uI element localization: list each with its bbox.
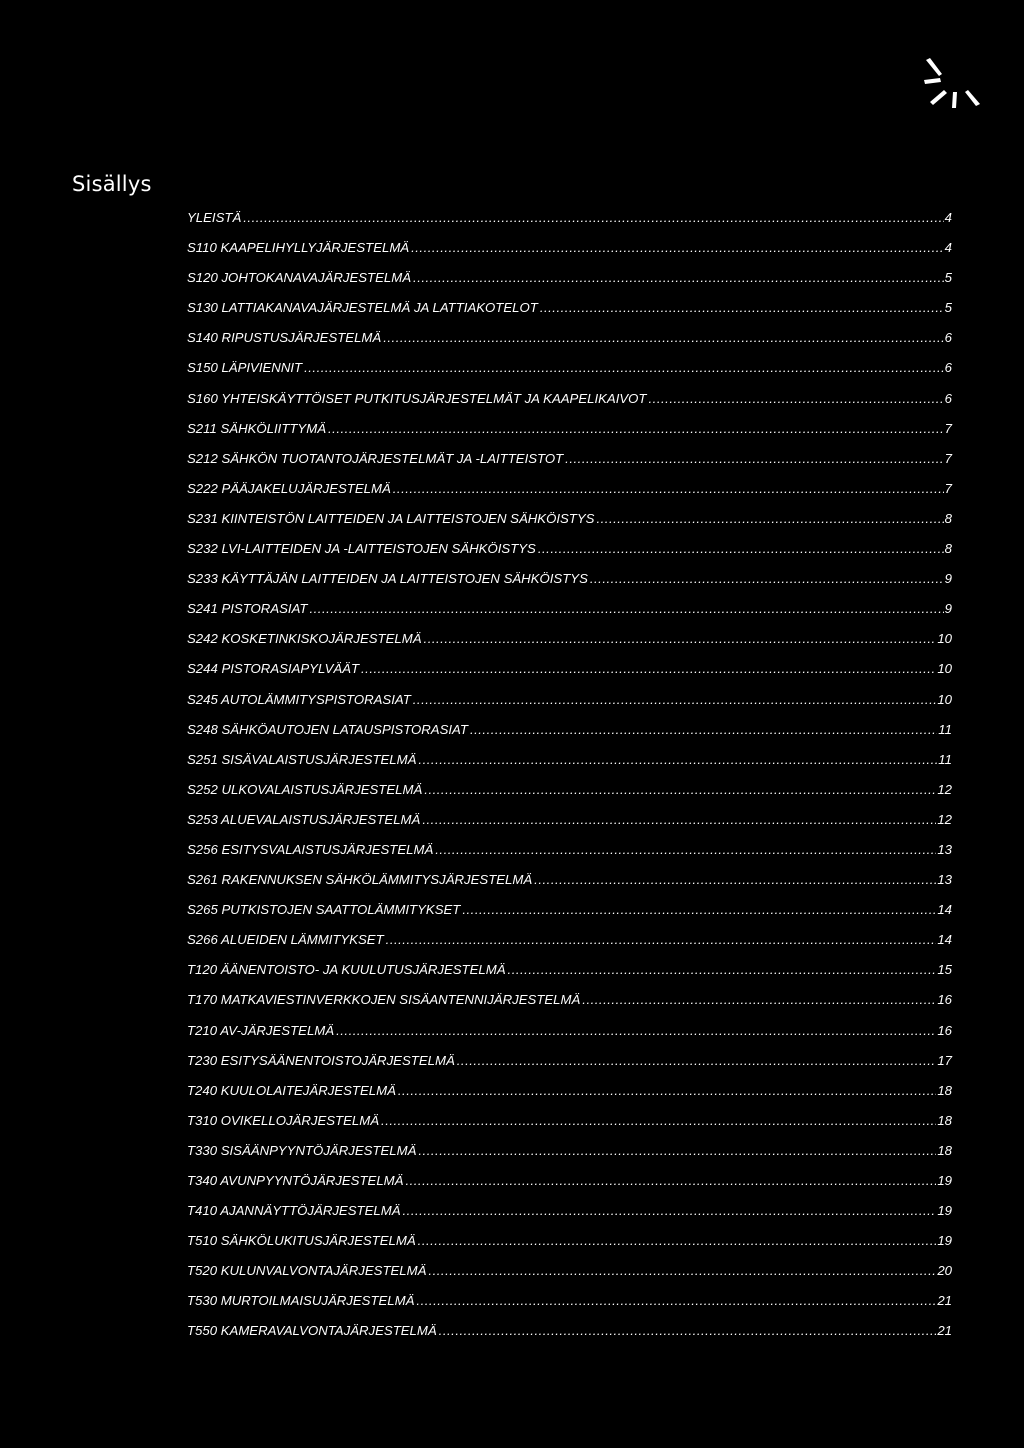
burst-logo-icon: [920, 58, 984, 110]
toc-dot-leader: [398, 1083, 936, 1098]
toc-entry[interactable]: [187, 1113, 952, 1143]
toc-entry-title: S252 ULKOVALAISTUSJÄRJESTELMÄ: [187, 781, 423, 797]
toc-entry-title: T550 KAMERAVALVONTAJÄRJESTELMÄ: [187, 1323, 437, 1339]
toc-entry-page-number: 11: [938, 751, 952, 767]
toc-dot-leader: [457, 1053, 937, 1068]
toc-entry-title: S251 SISÄVALAISTUSJÄRJESTELMÄ: [187, 751, 417, 767]
toc-entry-title: S244 PISTORASIAPYLVÄÄT: [187, 661, 360, 677]
toc-entry-title: S211 SÄHKÖLIITTYMÄ: [187, 420, 327, 436]
toc-entry-page-number: 19: [937, 1173, 952, 1188]
toc-dot-leader: [462, 902, 936, 917]
toc-entry-page-number: 12: [937, 781, 952, 797]
toc-entry-title: S248 SÄHKÖAUTOJEN LATAUSPISTORASIAT: [187, 721, 468, 737]
toc-dot-leader: [439, 1323, 937, 1338]
toc-dot-leader: [403, 1203, 937, 1218]
toc-entry[interactable]: [187, 1023, 952, 1053]
toc-entry[interactable]: [187, 451, 952, 481]
toc-dot-leader: [538, 541, 944, 556]
toc-entry[interactable]: [187, 1233, 952, 1263]
toc-entry-title: S245 AUTOLÄMMITYSPISTORASIAT: [187, 691, 411, 707]
toc-dot-leader: [596, 511, 943, 526]
toc-dot-leader: [428, 1263, 936, 1278]
toc-entry-title: T240 KUULOLAITEJÄRJESTELMÄ: [187, 1082, 396, 1098]
toc-dot-leader: [309, 601, 943, 616]
toc-entry-title: T530 MURTOILMAISUJÄRJESTELMÄ: [187, 1293, 415, 1309]
toc-dot-leader: [383, 330, 943, 345]
toc-entry-page-number: 14: [937, 902, 952, 918]
toc-entry[interactable]: [187, 1323, 952, 1353]
toc-dot-leader: [649, 391, 944, 406]
toc-dot-leader: [424, 782, 936, 797]
toc-entry-title: S110 KAAPELIHYLLYJÄRJESTELMÄ: [187, 240, 410, 256]
toc-entry-title: S222 PÄÄJAKELUJÄRJESTELMÄ: [187, 480, 391, 496]
toc-entry-title: S150 LÄPIVIENNIT: [187, 360, 303, 376]
toc-entry-page-number: 10: [937, 661, 952, 677]
toc-entry[interactable]: [187, 631, 952, 661]
toc-dot-leader: [393, 481, 944, 496]
toc-entry[interactable]: [187, 421, 952, 451]
toc-entry[interactable]: [187, 391, 952, 421]
toc-dot-leader: [435, 842, 936, 857]
toc-entry-title: S233 KÄYTTÄJÄN LAITTEIDEN JA LAITTEISTOJEN SÄHKÖISTYS: [187, 571, 588, 587]
toc-dot-leader: [582, 992, 936, 1007]
toc-entry-title: S266 ALUEIDEN LÄMMITYKSET: [187, 932, 384, 948]
toc-dot-leader: [386, 932, 937, 947]
toc-entry-title: S265 PUTKISTOJEN SAATTOLÄMMITYKSET: [187, 902, 461, 918]
toc-entry-page-number: 13: [937, 841, 952, 857]
toc-entry[interactable]: [187, 1293, 952, 1323]
toc-dot-leader: [470, 722, 937, 737]
toc-entry[interactable]: [187, 902, 952, 932]
toc-entry-title: S120 JOHTOKANAVAJÄRJESTELMÄ: [187, 270, 412, 286]
toc-entry[interactable]: [187, 1083, 952, 1113]
toc-dot-leader: [422, 812, 936, 827]
toc-entry-page-number: 7: [944, 420, 952, 436]
toc-entry-page-number: 8: [944, 541, 952, 557]
toc-entry[interactable]: [187, 1143, 952, 1173]
toc-entry[interactable]: [187, 752, 952, 782]
toc-entry-title: S256 ESITYSVALAISTUSJÄRJESTELMÄ: [187, 841, 434, 857]
toc-entry[interactable]: [187, 1053, 952, 1083]
toc-entry-page-number: 7: [944, 480, 952, 496]
toc-entry-page-number: 7: [944, 450, 952, 466]
toc-dot-leader: [405, 1173, 936, 1188]
toc-entry-title: S253 ALUEVALAISTUSJÄRJESTELMÄ: [187, 811, 421, 827]
toc-entry-page-number: 11: [938, 721, 952, 737]
toc-entry[interactable]: [187, 511, 952, 541]
toc-entry[interactable]: [187, 571, 952, 601]
toc-entry-page-number: 4: [944, 240, 952, 256]
toc-entry[interactable]: [187, 962, 952, 992]
toc-dot-leader: [304, 360, 944, 375]
toc-entry-page-number: 4: [944, 210, 952, 225]
toc-entry-title: S140 RIPUSTUSJÄRJESTELMÄ: [187, 330, 382, 346]
toc-entry[interactable]: [187, 300, 952, 330]
toc-entry-title: T510 SÄHKÖLUKITUSJÄRJESTELMÄ: [187, 1233, 416, 1249]
toc-dot-leader: [411, 240, 944, 255]
toc-entry[interactable]: [187, 842, 952, 872]
toc-entry-title: T230 ESITYSÄÄNENTOISTOJÄRJESTELMÄ: [187, 1052, 455, 1068]
toc-entry-title: T120 ÄÄNENTOISTO- JA KUULUTUSJÄRJESTELMÄ: [187, 962, 506, 978]
toc-dot-leader: [336, 1023, 936, 1038]
toc-entry[interactable]: [187, 240, 952, 270]
toc-entry-page-number: 18: [937, 1082, 952, 1098]
toc-dot-leader: [418, 1233, 937, 1248]
toc-entry-page-number: 13: [937, 872, 952, 888]
toc-entry-title: S231 KIINTEISTÖN LAITTEIDEN JA LAITTEISTOJEN SÄHKÖISTYS: [187, 510, 595, 526]
toc-entry-title: YLEISTÄ: [187, 210, 242, 225]
toc-entry-page-number: 18: [937, 1112, 952, 1128]
toc-dot-leader: [565, 451, 943, 466]
toc-entry-page-number: 6: [944, 360, 952, 376]
toc-entry[interactable]: [187, 692, 952, 722]
toc-entry-page-number: 16: [937, 992, 952, 1008]
toc-entry[interactable]: [187, 872, 952, 902]
toc-entry-title: T330 SISÄÄNPYYNTÖJÄRJESTELMÄ: [187, 1142, 417, 1158]
toc-entry-page-number: 18: [937, 1142, 952, 1158]
toc-dot-leader: [418, 1143, 936, 1158]
toc-entry-page-number: 9: [944, 601, 952, 617]
toc-entry-title: S130 LATTIAKANAVAJÄRJESTELMÄ JA LATTIAKOTELOT: [187, 300, 538, 316]
toc-entry-title: S160 YHTEISKÄYTTÖISET PUTKITUSJÄRJESTELMÄT JA KAAPELIKAIVOT: [187, 390, 647, 406]
toc-entry-page-number: 10: [937, 631, 952, 647]
toc-entry-page-number: 17: [937, 1052, 952, 1068]
toc-entry-page-number: 5: [944, 270, 952, 286]
toc-entry[interactable]: [187, 932, 952, 962]
toc-dot-leader: [413, 692, 937, 707]
toc-dot-leader: [590, 571, 944, 586]
toc-entry[interactable]: [187, 270, 952, 300]
toc-entry-page-number: 5: [944, 300, 952, 316]
toc-entry-title: S212 SÄHKÖN TUOTANTOJÄRJESTELMÄT JA -LAITTEISTOT: [187, 450, 564, 466]
toc-entry-title: S261 RAKENNUKSEN SÄHKÖLÄMMITYSJÄRJESTELMÄ: [187, 872, 533, 888]
toc-entry[interactable]: [187, 210, 952, 240]
toc-dot-leader: [381, 1113, 936, 1128]
toc-entry[interactable]: [187, 661, 952, 691]
toc-entry-page-number: 6: [944, 330, 952, 346]
toc-entry-title: S232 LVI-LAITTEIDEN JA -LAITTEISTOJEN SÄHKÖISTYS: [187, 541, 536, 557]
toc-entry-title: T210 AV-JÄRJESTELMÄ: [187, 1022, 335, 1038]
toc-entry-page-number: 12: [937, 811, 952, 827]
toc-entry-title: S241 PISTORASIAT: [187, 601, 308, 617]
toc-dot-leader: [416, 1293, 936, 1308]
toc-entry-page-number: 21: [937, 1323, 952, 1339]
toc-entry[interactable]: [187, 481, 952, 511]
toc-dot-leader: [328, 421, 944, 436]
toc-entry-title: T310 OVIKELLOJÄRJESTELMÄ: [187, 1112, 380, 1128]
toc-entry[interactable]: [187, 1203, 952, 1233]
table-of-contents: [187, 210, 952, 1354]
toc-entry-page-number: 19: [937, 1203, 952, 1219]
toc-dot-leader: [540, 300, 944, 315]
toc-entry-page-number: 16: [937, 1022, 952, 1038]
toc-entry-page-number: 9: [944, 571, 952, 587]
toc-entry-title: S242 KOSKETINKISKOJÄRJESTELMÄ: [187, 631, 422, 647]
toc-entry-title: T520 KULUNVALVONTAJÄRJESTELMÄ: [187, 1263, 427, 1279]
toc-dot-leader: [413, 270, 944, 285]
toc-entry[interactable]: [187, 722, 952, 752]
toc-dot-leader: [534, 872, 936, 887]
toc-entry[interactable]: [187, 782, 952, 812]
toc-entry[interactable]: [187, 330, 952, 360]
toc-entry-page-number: 10: [937, 691, 952, 707]
toc-entry-page-number: 14: [937, 932, 952, 948]
toc-entry-title: T410 AJANNÄYTTÖJÄRJESTELMÄ: [187, 1203, 401, 1219]
toc-entry-page-number: 20: [937, 1263, 952, 1279]
toc-entry[interactable]: [187, 601, 952, 631]
toc-entry[interactable]: [187, 812, 952, 842]
toc-entry[interactable]: [187, 1173, 952, 1203]
toc-dot-leader: [508, 962, 937, 977]
toc-entry[interactable]: [187, 541, 952, 571]
toc-entry-page-number: 15: [937, 962, 952, 978]
toc-dot-leader: [424, 631, 937, 646]
toc-entry-page-number: 21: [937, 1293, 952, 1309]
toc-entry-page-number: 6: [944, 390, 952, 406]
toc-entry-page-number: 8: [944, 510, 952, 526]
toc-dot-leader: [418, 752, 937, 767]
toc-entry-page-number: 19: [937, 1233, 952, 1249]
page-title: Sisällys: [72, 172, 152, 196]
toc-entry-title: T170 MATKAVIESTINVERKKOJEN SISÄANTENNIJÄRJESTELMÄ: [187, 992, 581, 1008]
toc-entry[interactable]: [187, 360, 952, 390]
toc-entry[interactable]: [187, 1263, 952, 1293]
toc-entry-title: T340 AVUNPYYNTÖJÄRJESTELMÄ: [187, 1173, 404, 1188]
toc-dot-leader: [243, 210, 943, 225]
toc-dot-leader: [361, 661, 936, 676]
toc-entry[interactable]: [187, 992, 952, 1022]
